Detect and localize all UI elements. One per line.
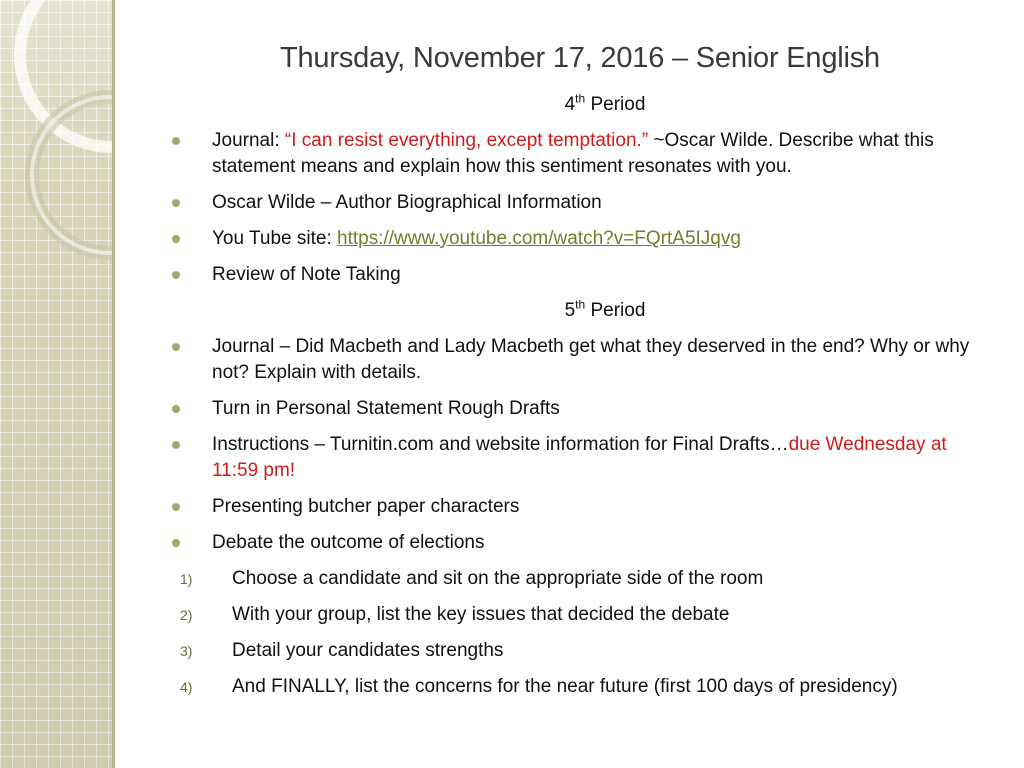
list-item-debate: Debate the outcome of elections xyxy=(160,530,980,556)
wilde-quote: “I can resist everything, except temptation.” xyxy=(284,130,649,151)
bullet-icon xyxy=(172,343,180,351)
bullet-icon xyxy=(172,137,180,145)
bullet-icon xyxy=(172,539,180,547)
bullet-icon xyxy=(172,235,180,243)
list-item-review: Review of Note Taking xyxy=(160,262,980,288)
numbered-item-4: 4) And FINALLY, list the concerns for the near future (first 100 days of presidency) xyxy=(160,674,980,700)
numbered-item-3: 3) Detail your candidates strengths xyxy=(160,638,980,664)
bullet-icon xyxy=(172,199,180,207)
bullet-icon xyxy=(172,503,180,511)
swirl-decoration xyxy=(0,0,112,320)
item-number: 4) xyxy=(180,679,193,695)
numbered-item-1: 1) Choose a candidate and sit on the appropriate side of the room xyxy=(160,566,980,592)
sidebar-edge xyxy=(112,0,115,768)
slide-title: Thursday, November 17, 2016 – Senior English xyxy=(279,42,880,74)
bullet-icon xyxy=(172,405,180,413)
period-4-heading: 4th Period xyxy=(564,91,646,115)
period-5-heading: 5th Period xyxy=(564,297,646,321)
list-item-youtube: You Tube site: https://www.youtube.com/watch?v=FQrtA5IJqvg xyxy=(160,226,980,252)
bullet-icon xyxy=(172,441,180,449)
list-item-turnin: Turn in Personal Statement Rough Drafts xyxy=(160,396,980,422)
bullet-icon xyxy=(172,271,180,279)
numbered-item-2: 2) With your group, list the key issues that decided the debate xyxy=(160,602,980,628)
due-date: due Wednesday at 11:59 pm! xyxy=(212,434,947,481)
item-number: 1) xyxy=(180,571,193,587)
list-item-instructions: Instructions – Turnitin.com and website information for Final Drafts…due Wednesday at 11:59 pm! xyxy=(160,432,980,484)
list-item-journal-4: Journal: “I can resist everything, except temptation.” ~Oscar Wilde. Describe what this statement means and explain how this sentiment resonates with you. xyxy=(160,128,980,180)
youtube-link[interactable]: https://www.youtube.com/watch?v=FQrtA5IJqvg xyxy=(337,228,741,249)
item-number: 3) xyxy=(180,643,193,659)
list-item-bio: Oscar Wilde – Author Biographical Information xyxy=(160,190,980,216)
list-item-presenting: Presenting butcher paper characters xyxy=(160,494,980,520)
item-number: 2) xyxy=(180,607,193,623)
sidebar-decoration xyxy=(0,0,112,768)
slide-content xyxy=(160,92,980,710)
list-item-journal-5: Journal – Did Macbeth and Lady Macbeth get what they deserved in the end? Why or why not? Explain with details. xyxy=(160,334,980,386)
